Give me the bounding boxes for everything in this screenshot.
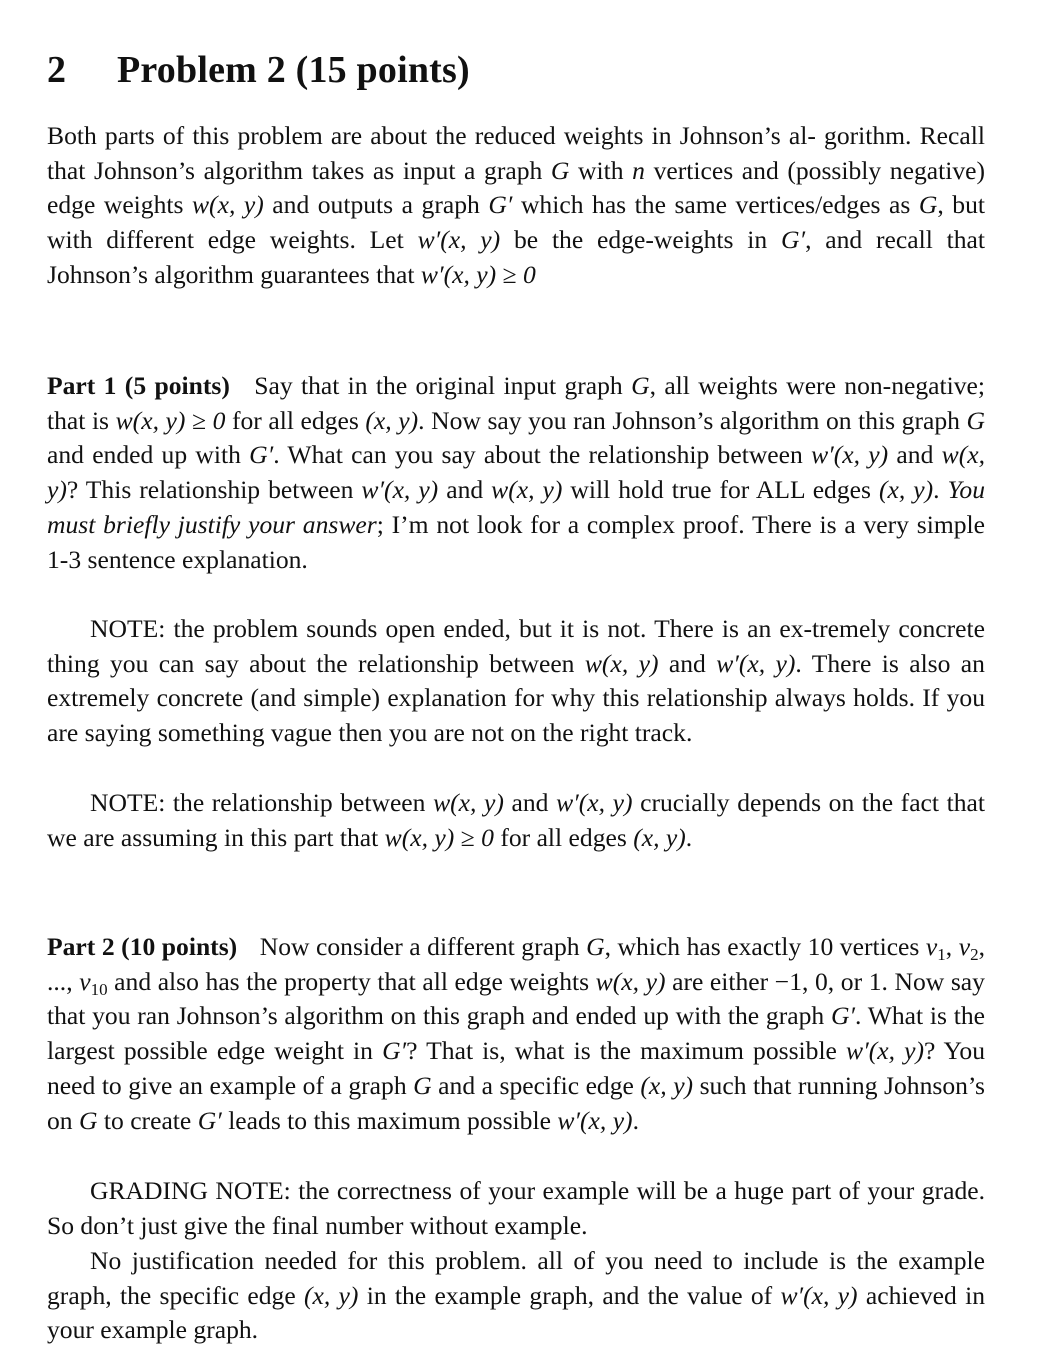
math-G: G bbox=[550, 155, 570, 185]
section-number: 2 bbox=[47, 49, 67, 91]
part2-justification-note: No justification needed for this problem. all of you need to include is the example graph, the specific edge (x, y) in the example graph, and the value of w′(x, y) achieved in your example graph. bbox=[47, 1246, 985, 1345]
part1-note-1: NOTE: the problem sounds open ended, but it is not. There is an ex-tremely concrete thing you can say about the relationship between w(x, y) and w′(x, y). There is also an extremely concrete (and simple) explanation for why this relationship always holds. If you are saying something vague then you are not on the right track. bbox=[47, 614, 985, 748]
math-G-prime: G′ bbox=[488, 190, 513, 220]
math-wprime-ge-0: w′(x, y) ≥ 0 bbox=[420, 259, 536, 289]
part2-title: Part 2 (10 points) bbox=[47, 932, 238, 961]
section-heading bbox=[47, 43, 470, 97]
intro-paragraph: Both parts of this problem are about the reduced weights in Johnson’s al- gorithm. Recall that Johnson’s algorithm takes as input a graph G with n vertices and (possibly negative) edge weights w(x, y) and outputs a graph G′ which has the same vertices/edges as G, but with different edge weights. Let w′(x, y) be the edge-weights in G′, and recall that Johnson’s algorithm guarantees that w′(x, y) ≥ 0 bbox=[47, 121, 986, 289]
part2-paragraph: Part 2 (10 points) Now consider a different graph G, which has exactly 10 vertices $v_1$, $v_2$, ..., $v_{10}$ and also has the property that all edge weights w(x, y) are either −1, 0, or 1. Now say that you ran Johnson’s algorithm on this graph and ended up with the graph G′. What is the largest possible edge weight in G′? That is, what is the maximum possible w′(x, y)? You need to give an example of a graph G and a specific edge (x, y) such that running Johnson’s on G to create G′ leads to this maximum possible w′(x, y). bbox=[47, 932, 986, 1135]
part1-title: Part 1 (5 points) bbox=[47, 371, 230, 400]
emphasis-justify: You must briefly justify your answer bbox=[47, 475, 986, 539]
section-title: Problem 2 (15 points) bbox=[117, 49, 470, 91]
math-w: w(x, y) bbox=[191, 190, 264, 220]
part1-paragraph: Part 1 (5 points) Say that in the original input graph G, all weights were non-negative; that is w(x, y) ≥ 0 for all edges (x, y). Now say you ran Johnson’s algorithm on this graph G and ended up with G′. What can you say about the relationship between w′(x, y) and w(x, y)? This relationship between w′(x, y) and w(x, y) will hold true for ALL edges (x, y). You must briefly justify your answer; I’m not look for a complex proof. There is a very simple 1-3 sentence explanation. bbox=[47, 371, 986, 574]
math-n: n bbox=[632, 155, 645, 185]
math-vertex-list: $v_1$, $v_2$, ..., $v_{10}$ bbox=[47, 932, 986, 999]
part2-grading-note: GRADING NOTE: the correctness of your example will be a huge part of your grade. So don’t just give the final number without example. bbox=[47, 1176, 985, 1240]
part1-note-2: NOTE: the relationship between w(x, y) and w′(x, y) crucially depends on the fact that we are assuming in this part that w(x, y) ≥ 0 for all edges (x, y). bbox=[47, 788, 985, 852]
